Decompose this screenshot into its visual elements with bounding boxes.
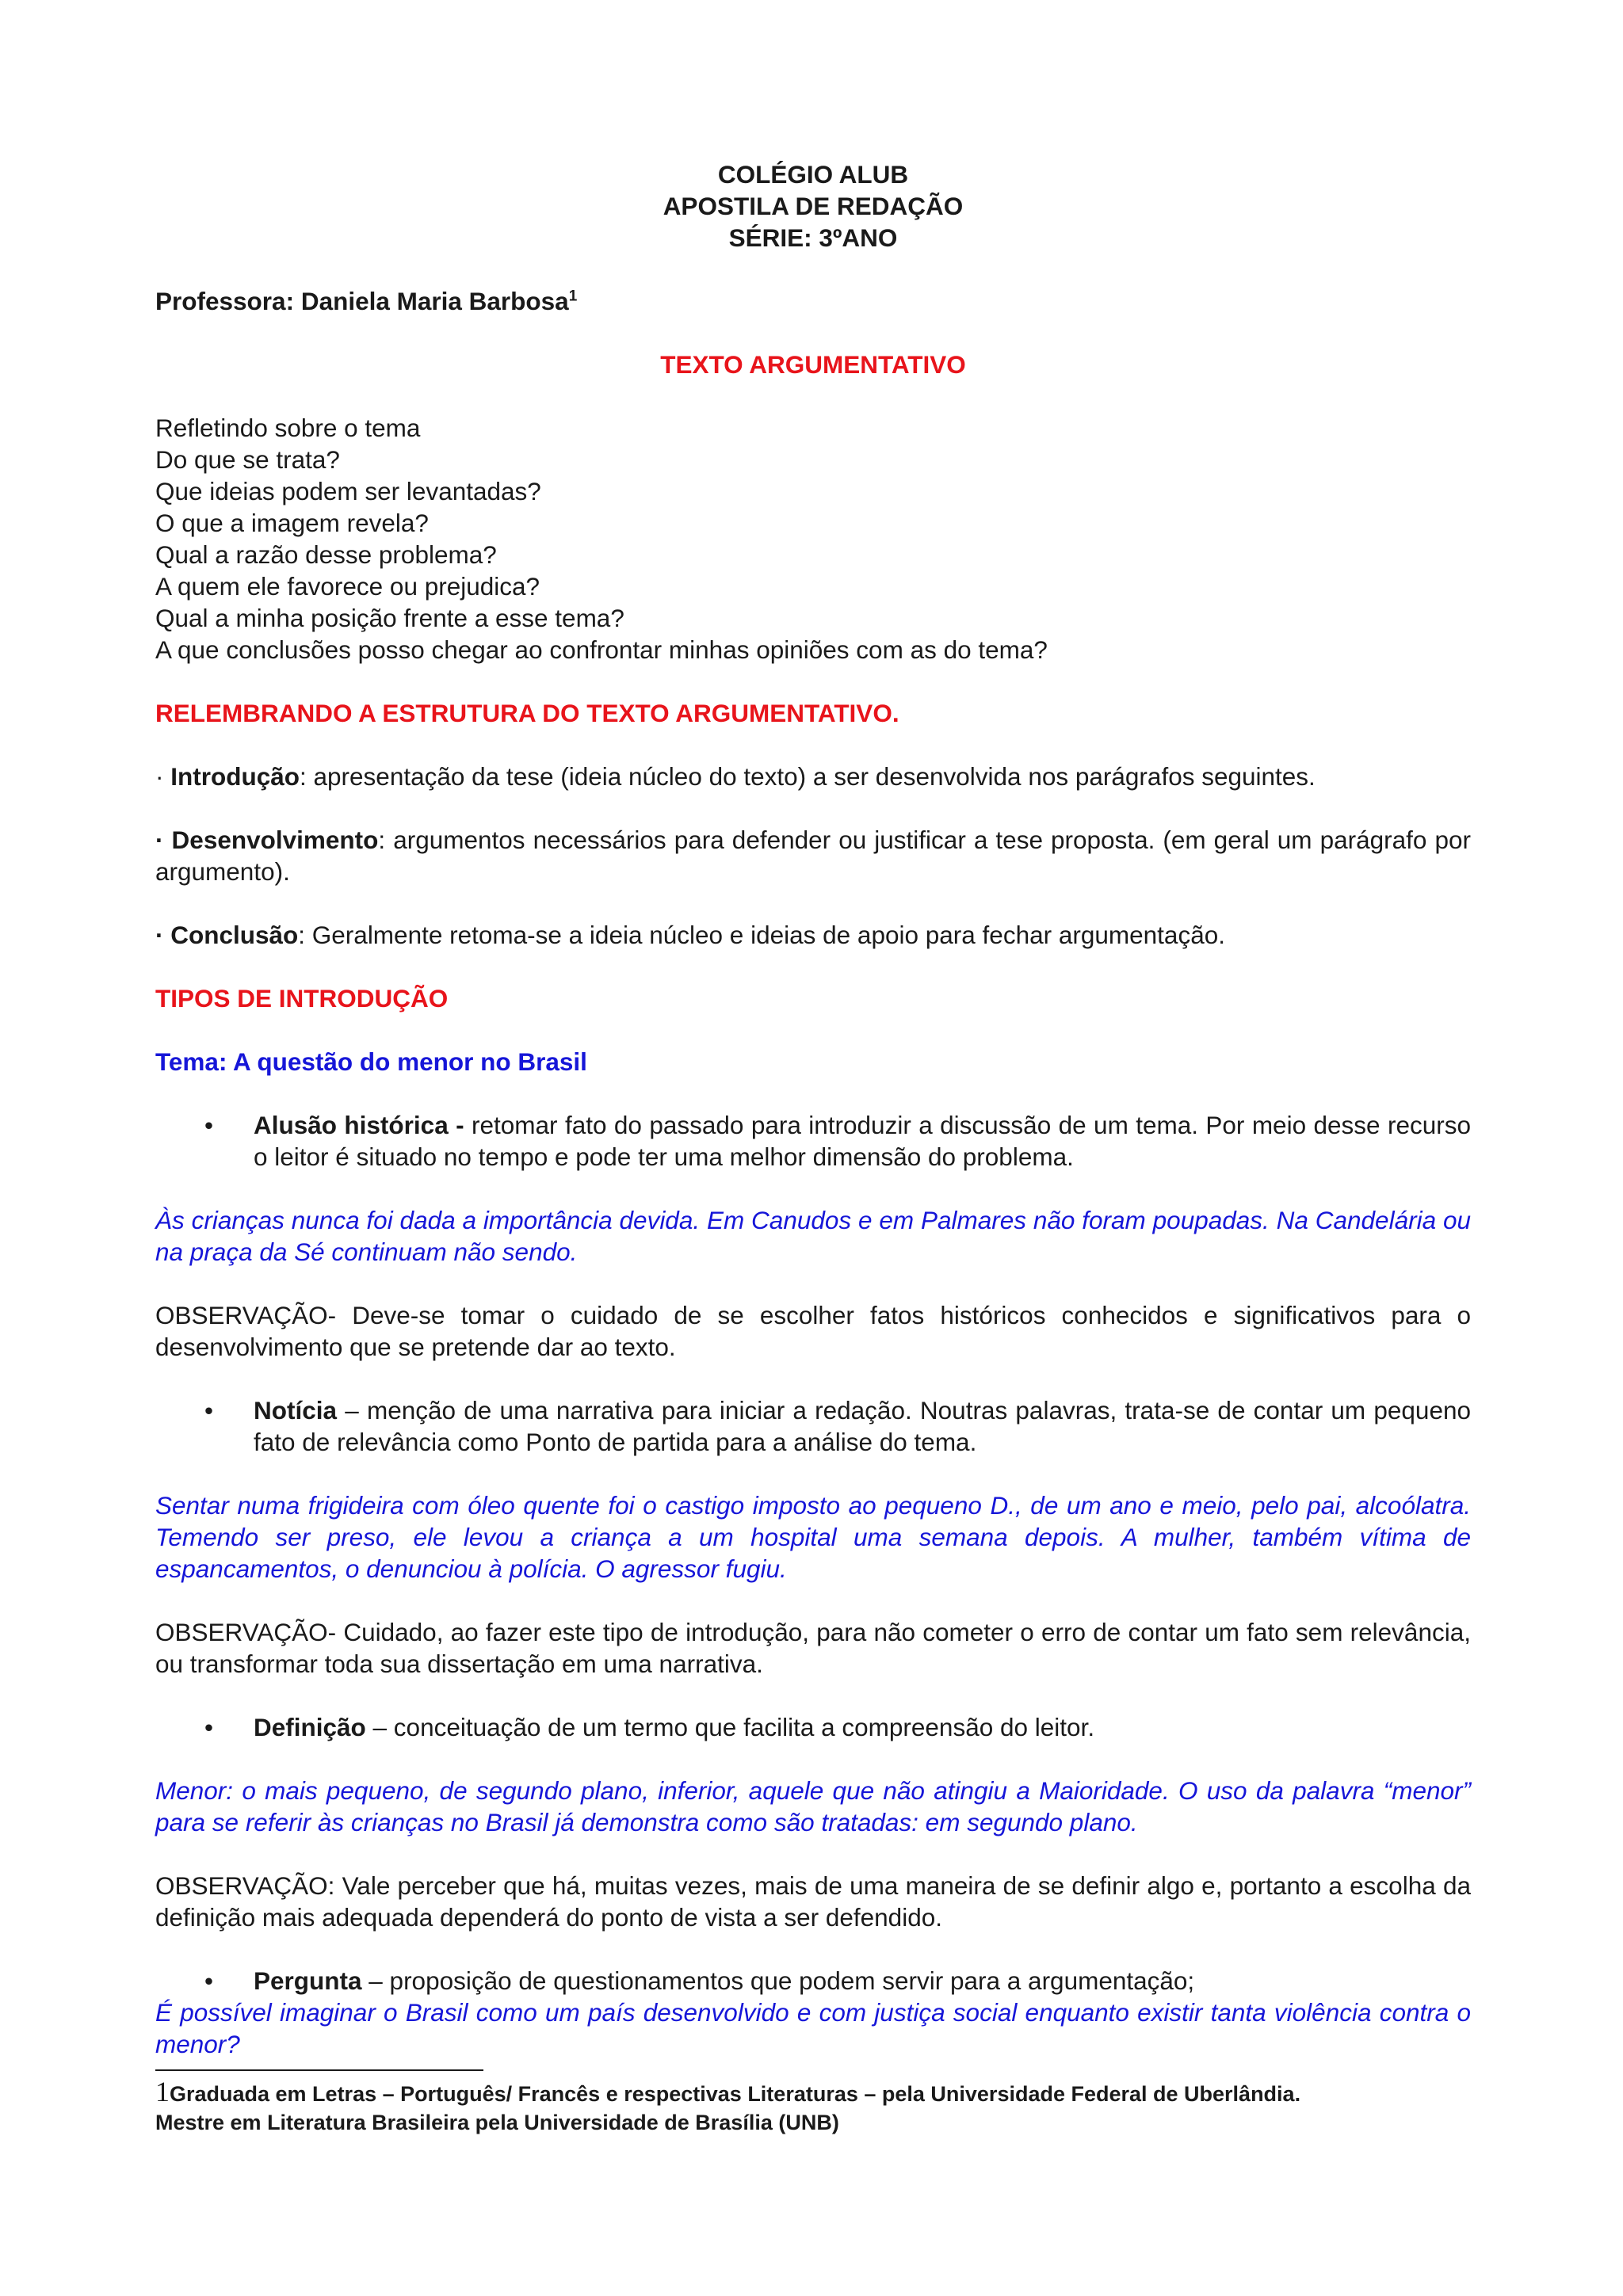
- footnote-text: Graduada em Letras – Português/ Francês e respectivas Literaturas – pela Universidade Federal de Uberlândia.: [170, 2082, 1301, 2106]
- observation-alusao-historica: OBSERVAÇÃO- Deve-se tomar o cuidado de se escolher fatos históricos conhecidos e significativos para o desenvolvimento que se pretende dar ao texto.: [155, 1301, 1471, 1361]
- bullet-icon: •: [204, 1966, 214, 1995]
- example-alusao-historica: Às crianças nunca foi dada a importância devida. Em Canudos e em Palmares não foram poupadas. Na Candelária ou na praça da Sé continuam não sendo.: [155, 1206, 1471, 1266]
- document-header: [155, 158, 1471, 254]
- structure-marker: ·: [155, 826, 172, 854]
- bullet-icon: •: [204, 1396, 214, 1425]
- example-pergunta: É possível imaginar o Brasil como um país desenvolvido e com justiça social enquanto existir tanta violência contra o menor?: [155, 1998, 1471, 2058]
- reflection-line: Que ideias podem ser levantadas?: [155, 477, 541, 505]
- footnote-line-2: Mestre em Literatura Brasileira pela Universidade de Brasília (UNB): [155, 2111, 839, 2134]
- structure-item-conclusao: [155, 919, 1471, 951]
- school-name: COLÉGIO ALUB: [717, 160, 909, 189]
- teacher-name: Professora: Daniela Maria Barbosa: [155, 287, 569, 315]
- structure-description: : Geralmente retoma-se a ideia núcleo e ideias de apoio para fechar argumentação.: [298, 921, 1225, 949]
- footnote-line: [155, 2077, 1471, 2108]
- intro-type-noticia: [155, 1394, 1471, 1458]
- observation-definicao: OBSERVAÇÃO: Vale perceber que há, muitas vezes, mais de uma maneira de se definir algo e, portanto a escolha da definição mais adequada dependerá do ponto de vista a ser defendido.: [155, 1871, 1471, 1932]
- structure-term: Conclusão: [170, 921, 299, 949]
- structure-description: : argumentos necessários para defender ou justificar a tese proposta. (em geral um parágrafo por argumento).: [155, 826, 1472, 886]
- intro-type-alusao-historica: [155, 1109, 1471, 1173]
- intro-type-pergunta: [155, 1965, 1471, 1997]
- footnote-divider: [155, 2069, 483, 2071]
- intro-type-term: Alusão histórica -: [254, 1111, 464, 1139]
- footnote-reference[interactable]: 1: [568, 288, 578, 305]
- booklet-title: APOSTILA DE REDAÇÃO: [663, 192, 964, 220]
- structure-marker: ·: [155, 762, 171, 791]
- structure-heading: RELEMBRANDO A ESTRUTURA DO TEXTO ARGUMENTATIVO.: [155, 699, 899, 727]
- structure-item-desenvolvimento: [155, 824, 1471, 887]
- intro-type-term: Pergunta: [254, 1966, 362, 1995]
- bullet-icon: •: [204, 1111, 214, 1139]
- structure-item-introducao: [155, 761, 1471, 792]
- structure-term: Desenvolvimento: [171, 826, 379, 854]
- example-definicao: Menor: o mais pequeno, de segundo plano, inferior, aquele que não atingiu a Maioridade. O uso da palavra “menor” para se referir às crianças no Brasil já demonstra como são tratadas: em segundo plano.: [155, 1776, 1471, 1836]
- reflection-line: Refletindo sobre o tema: [155, 414, 421, 442]
- intro-type-term: Definição: [254, 1713, 366, 1741]
- reflection-list: [155, 412, 1471, 666]
- reflection-line: Qual a minha posição frente a esse tema?: [155, 604, 624, 632]
- reflection-line: Qual a razão desse problema?: [155, 540, 497, 569]
- intro-type-definicao: [155, 1711, 1471, 1743]
- footnote: [155, 2077, 1471, 2137]
- reflection-line: Do que se trata?: [155, 445, 340, 474]
- intro-type-description: – menção de uma narrativa para iniciar a redação. Noutras palavras, trata-se de contar um pequeno fato de relevância como Ponto de partida para a análise do tema.: [254, 1396, 1471, 1456]
- page-title: TEXTO ARGUMENTATIVO: [660, 350, 966, 379]
- footnote-number: 1: [155, 2076, 170, 2107]
- structure-description: : apresentação da tese (ideia núcleo do texto) a ser desenvolvida nos parágrafos seguintes.: [300, 762, 1316, 791]
- teacher-line: [155, 285, 1471, 317]
- example-noticia: Sentar numa frigideira com óleo quente foi o castigo imposto ao pequeno D., de um ano e meio, pelo pai, alcoólatra. Temendo ser preso, ele levou a criança a um hospital uma semana depois. A mulher, também vítima de espancamentos, o denunciou à polícia. O agressor fugiu.: [155, 1491, 1471, 1583]
- reflection-line: A quem ele favorece ou prejudica?: [155, 572, 540, 601]
- structure-marker: ·: [155, 921, 171, 949]
- intro-types-heading: TIPOS DE INTRODUÇÃO: [155, 984, 449, 1013]
- reflection-line: A que conclusões posso chegar ao confrontar minhas opiniões com as do tema?: [155, 635, 1048, 664]
- document-page: [155, 158, 1471, 2137]
- theme-label: Tema: A questão do menor no Brasil: [155, 1047, 587, 1076]
- intro-type-description: – conceituação de um termo que facilita a compreensão do leitor.: [365, 1713, 1095, 1741]
- intro-type-description: – proposição de questionamentos que podem servir para a argumentação;: [361, 1966, 1195, 1995]
- grade-label: SÉRIE: 3ºANO: [728, 223, 898, 252]
- bullet-icon: •: [204, 1713, 214, 1741]
- observation-noticia: OBSERVAÇÃO- Cuidado, ao fazer este tipo de introdução, para não cometer o erro de contar um fato sem relevância, ou transformar toda sua dissertação em uma narrativa.: [155, 1618, 1471, 1678]
- intro-type-term: Notícia: [254, 1396, 338, 1425]
- intro-type-description: retomar fato do passado para introduzir a discussão de um tema. Por meio desse recurso o leitor é situado no tempo e pode ter uma melhor dimensão do problema.: [254, 1111, 1471, 1171]
- structure-term: Introdução: [170, 762, 300, 791]
- reflection-line: O que a imagem revela?: [155, 509, 429, 537]
